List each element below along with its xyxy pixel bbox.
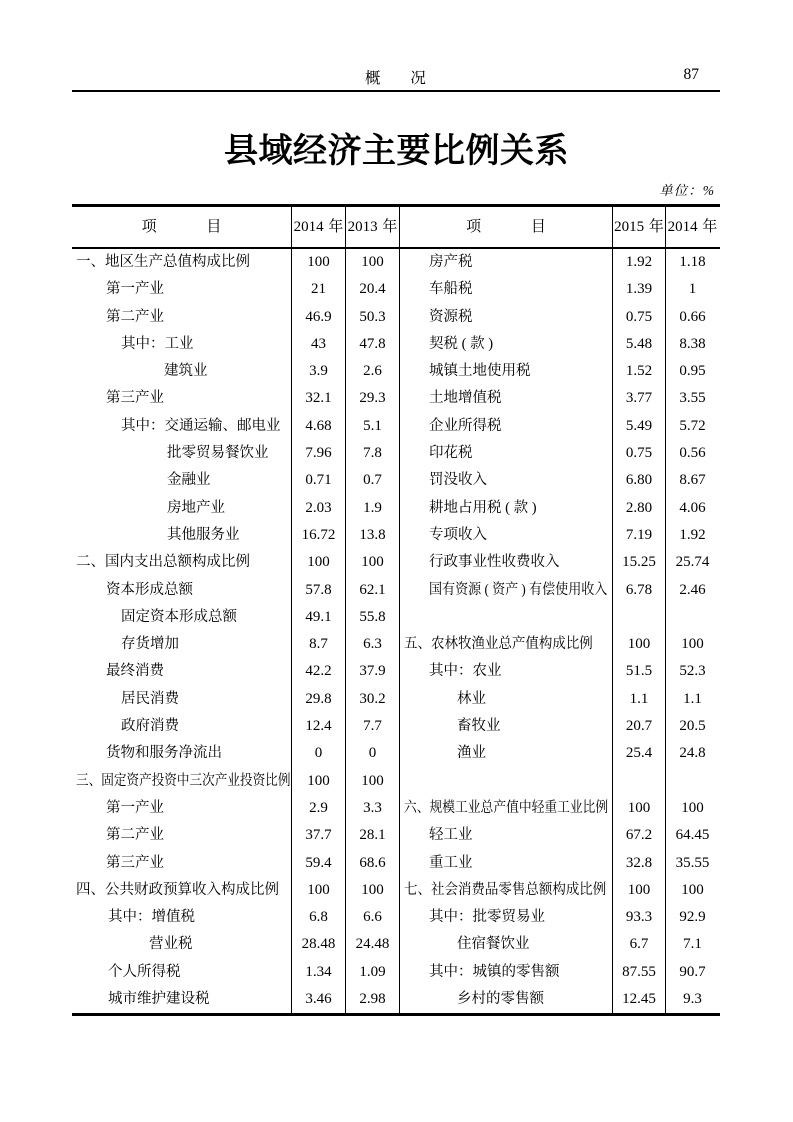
left-item-label: 房地产业 bbox=[167, 499, 225, 516]
right-item-cell bbox=[400, 877, 613, 904]
table-row bbox=[72, 304, 720, 331]
left-item-label: 二、国内支出总额构成比例 bbox=[76, 554, 250, 571]
left-item-cell bbox=[72, 604, 292, 631]
right-item-cell bbox=[400, 959, 613, 986]
left-item-cell bbox=[72, 549, 292, 576]
left-item-cell bbox=[72, 522, 292, 549]
left-item-cell bbox=[72, 904, 292, 931]
right-item-cell bbox=[400, 713, 613, 740]
left-value-2013: 24.48 bbox=[346, 931, 400, 958]
right-item-cell bbox=[400, 604, 613, 631]
right-value-2015: 1.52 bbox=[613, 358, 666, 385]
right-value-2015: 7.19 bbox=[613, 522, 666, 549]
right-value-2014: 24.8 bbox=[679, 745, 706, 762]
left-item-label: 第一产业 bbox=[106, 799, 164, 816]
left-value-2014: 42.2 bbox=[292, 658, 346, 685]
left-value-2014: 29.8 bbox=[292, 686, 346, 713]
proportions-table bbox=[72, 204, 720, 1016]
header-year-2013-left: 2013 年 bbox=[346, 207, 400, 247]
right-value-2015: 3.77 bbox=[613, 385, 666, 412]
left-value-2014: 43 bbox=[292, 331, 346, 358]
left-value-2014: 100 bbox=[292, 249, 346, 276]
left-value-2014: 100 bbox=[292, 877, 346, 904]
left-item-label: 批零贸易餐饮业 bbox=[167, 445, 269, 462]
left-value-2014: 6.8 bbox=[292, 904, 346, 931]
left-value-2014: 1.34 bbox=[292, 959, 346, 986]
right-value-2015: 25.4 bbox=[613, 740, 666, 767]
right-item-cell bbox=[400, 304, 613, 331]
right-value-2014: 1.18 bbox=[679, 254, 706, 270]
left-item-label: 第三产业 bbox=[106, 854, 164, 871]
left-value-2014: 57.8 bbox=[292, 577, 346, 604]
left-value-2013: 29.3 bbox=[346, 385, 400, 412]
table-row bbox=[72, 604, 720, 631]
right-item-label: 行政事业性收费收入 bbox=[429, 554, 560, 571]
right-item-label: 乡村的零售额 bbox=[457, 991, 544, 1008]
right-value-2014: 1.1 bbox=[683, 690, 702, 707]
right-item-cell bbox=[400, 822, 613, 849]
right-value-2015: 100 bbox=[613, 631, 666, 658]
left-value-2013: 6.6 bbox=[346, 904, 400, 931]
right-item-label: 其中：批零贸易业 bbox=[429, 909, 545, 926]
left-item-label: 营业税 bbox=[149, 936, 193, 953]
left-value-2013: 100 bbox=[346, 768, 400, 795]
left-value-2014: 28.48 bbox=[292, 931, 346, 958]
left-value-2013: 1.9 bbox=[346, 495, 400, 522]
right-value-2015: 0.75 bbox=[613, 304, 666, 331]
left-item-label: 金融业 bbox=[167, 472, 211, 489]
left-value-2014: 7.96 bbox=[292, 440, 346, 467]
right-value-2014: 0.95 bbox=[679, 363, 706, 380]
table-row bbox=[72, 331, 720, 358]
table-row bbox=[72, 658, 720, 685]
left-value-2014: 0 bbox=[292, 740, 346, 767]
left-item-cell bbox=[72, 495, 292, 522]
table-header-row bbox=[72, 207, 720, 249]
table-row bbox=[72, 931, 720, 958]
right-item-label: 国有资源 ( 资产 ) 有偿使用收入 bbox=[429, 581, 608, 598]
right-value-2014: 1 bbox=[688, 281, 697, 298]
right-value-2015: 6.80 bbox=[613, 467, 666, 494]
left-item-label: 政府消费 bbox=[121, 718, 179, 735]
header-year-2014-left: 2014 年 bbox=[292, 207, 346, 247]
right-value-2015: 5.49 bbox=[613, 413, 666, 440]
left-value-2014: 2.03 bbox=[292, 495, 346, 522]
left-item-label: 一、地区生产总值构成比例 bbox=[76, 254, 250, 270]
right-item-label: 轻工业 bbox=[429, 827, 473, 844]
right-value-2014 bbox=[666, 768, 719, 795]
left-item-label: 其中：交通运输、邮电业 bbox=[121, 417, 281, 434]
right-item-label: 城镇土地使用税 bbox=[429, 363, 531, 380]
table-row bbox=[72, 740, 720, 767]
right-item-label: 契税 ( 款 ) bbox=[429, 335, 494, 352]
right-item-cell bbox=[400, 522, 613, 549]
left-item-cell bbox=[72, 249, 292, 276]
left-item-label: 第二产业 bbox=[106, 827, 164, 844]
left-value-2014: 37.7 bbox=[292, 822, 346, 849]
table-row bbox=[72, 413, 720, 440]
table-row bbox=[72, 522, 720, 549]
right-value-2015: 100 bbox=[613, 877, 666, 904]
left-item-cell bbox=[72, 713, 292, 740]
right-value-2014: 100 bbox=[681, 881, 704, 898]
left-item-cell bbox=[72, 413, 292, 440]
left-value-2013: 100 bbox=[346, 549, 400, 576]
left-item-cell bbox=[72, 358, 292, 385]
right-item-label: 重工业 bbox=[429, 854, 473, 871]
left-item-cell bbox=[72, 304, 292, 331]
right-value-2014: 35.55 bbox=[675, 854, 710, 871]
left-value-2013: 68.6 bbox=[346, 850, 400, 877]
right-item-cell bbox=[400, 358, 613, 385]
left-item-label: 资本形成总额 bbox=[106, 581, 193, 598]
left-value-2013: 0.7 bbox=[346, 467, 400, 494]
left-item-label: 个人所得税 bbox=[108, 963, 181, 980]
right-value-2015 bbox=[613, 604, 666, 631]
left-value-2013: 3.3 bbox=[346, 795, 400, 822]
right-value-2014: 0.66 bbox=[679, 308, 706, 325]
right-item-label: 专项收入 bbox=[429, 526, 487, 543]
left-value-2013: 2.6 bbox=[346, 358, 400, 385]
right-value-2015: 93.3 bbox=[613, 904, 666, 931]
right-item-label: 住宿餐饮业 bbox=[457, 936, 530, 953]
page-title: 县域经济主要比例关系 bbox=[224, 133, 569, 170]
right-value-2014: 1.92 bbox=[679, 526, 706, 543]
table-row bbox=[72, 904, 720, 931]
table-row bbox=[72, 713, 720, 740]
left-item-cell bbox=[72, 877, 292, 904]
right-item-cell bbox=[400, 768, 613, 795]
left-item-cell bbox=[72, 658, 292, 685]
right-value-2015: 6.78 bbox=[613, 577, 666, 604]
header-item-left: 项 目 bbox=[72, 207, 292, 247]
right-value-2014: 100 bbox=[681, 636, 704, 653]
right-value-2015: 100 bbox=[613, 795, 666, 822]
table-body bbox=[72, 249, 720, 1013]
right-item-cell bbox=[400, 850, 613, 877]
left-value-2014: 0.71 bbox=[292, 467, 346, 494]
right-item-cell bbox=[400, 577, 613, 604]
header-rule bbox=[72, 90, 720, 92]
right-item-label: 耕地占用税 ( 款 ) bbox=[429, 499, 537, 516]
left-item-label: 最终消费 bbox=[106, 663, 164, 680]
left-value-2013: 6.3 bbox=[346, 631, 400, 658]
table-row bbox=[72, 795, 720, 822]
right-item-cell bbox=[400, 413, 613, 440]
right-item-label: 畜牧业 bbox=[457, 718, 501, 735]
right-value-2015: 87.55 bbox=[613, 959, 666, 986]
table-row bbox=[72, 986, 720, 1013]
table-row bbox=[72, 686, 720, 713]
left-value-2013: 55.8 bbox=[346, 604, 400, 631]
right-item-cell bbox=[400, 686, 613, 713]
right-value-2014: 100 bbox=[681, 799, 704, 816]
right-value-2015: 2.80 bbox=[613, 495, 666, 522]
unit-note: 单位：% bbox=[659, 183, 715, 198]
left-value-2013: 28.1 bbox=[346, 822, 400, 849]
right-item-cell bbox=[400, 276, 613, 303]
left-item-cell bbox=[72, 850, 292, 877]
left-item-cell bbox=[72, 931, 292, 958]
left-value-2014: 100 bbox=[292, 549, 346, 576]
left-item-cell bbox=[72, 822, 292, 849]
right-item-label: 土地增值税 bbox=[429, 390, 502, 407]
right-value-2014: 20.5 bbox=[679, 718, 706, 735]
left-item-cell bbox=[72, 276, 292, 303]
right-item-cell bbox=[400, 549, 613, 576]
left-item-label: 固定资本形成总额 bbox=[121, 608, 237, 625]
right-item-label: 企业所得税 bbox=[429, 417, 502, 434]
right-value-2015: 5.48 bbox=[613, 331, 666, 358]
left-value-2013: 2.98 bbox=[346, 986, 400, 1013]
header-item-right: 项 目 bbox=[400, 207, 613, 247]
left-value-2014: 12.4 bbox=[292, 713, 346, 740]
right-value-2014: 8.38 bbox=[679, 335, 706, 352]
table-row bbox=[72, 631, 720, 658]
table-row bbox=[72, 385, 720, 412]
right-value-2014: 3.55 bbox=[679, 390, 706, 407]
table-row bbox=[72, 577, 720, 604]
left-value-2013: 13.8 bbox=[346, 522, 400, 549]
left-value-2014: 49.1 bbox=[292, 604, 346, 631]
left-value-2013: 100 bbox=[346, 877, 400, 904]
left-item-cell bbox=[72, 795, 292, 822]
left-value-2014: 3.46 bbox=[292, 986, 346, 1013]
table-row bbox=[72, 877, 720, 904]
right-value-2015: 20.7 bbox=[613, 713, 666, 740]
table-row bbox=[72, 549, 720, 576]
left-value-2013: 7.7 bbox=[346, 713, 400, 740]
left-item-label: 存货增加 bbox=[121, 636, 179, 653]
left-item-cell bbox=[72, 740, 292, 767]
right-value-2014: 2.46 bbox=[679, 581, 706, 598]
left-value-2013: 62.1 bbox=[346, 577, 400, 604]
right-item-cell bbox=[400, 795, 613, 822]
table-row bbox=[72, 495, 720, 522]
right-value-2014: 90.7 bbox=[679, 963, 706, 980]
right-item-cell bbox=[400, 467, 613, 494]
right-item-label: 六、规模工业总产值中轻重工业比例 bbox=[404, 799, 609, 816]
right-value-2014: 7.1 bbox=[683, 936, 702, 953]
right-value-2014: 8.67 bbox=[679, 472, 706, 489]
left-item-label: 居民消费 bbox=[121, 690, 179, 707]
right-item-label: 七、社会消费品零售总额构成比例 bbox=[404, 881, 607, 898]
right-value-2015: 0.75 bbox=[613, 440, 666, 467]
right-item-cell bbox=[400, 331, 613, 358]
right-item-cell bbox=[400, 249, 613, 276]
right-value-2015: 32.8 bbox=[613, 850, 666, 877]
page-number: 87 bbox=[683, 66, 699, 83]
right-item-cell bbox=[400, 385, 613, 412]
right-item-label: 房产税 bbox=[429, 254, 473, 270]
left-value-2013: 20.4 bbox=[346, 276, 400, 303]
right-item-label: 罚没收入 bbox=[429, 472, 487, 489]
left-item-cell bbox=[72, 467, 292, 494]
right-value-2014: 9.3 bbox=[683, 991, 702, 1008]
right-item-cell bbox=[400, 740, 613, 767]
table-row bbox=[72, 249, 720, 276]
left-value-2013: 7.8 bbox=[346, 440, 400, 467]
left-item-cell bbox=[72, 331, 292, 358]
left-value-2014: 32.1 bbox=[292, 385, 346, 412]
right-item-cell bbox=[400, 931, 613, 958]
header-year-2015-right: 2015 年 bbox=[613, 207, 666, 247]
left-value-2013: 100 bbox=[346, 249, 400, 276]
left-value-2014: 59.4 bbox=[292, 850, 346, 877]
left-value-2013: 50.3 bbox=[346, 304, 400, 331]
left-value-2013: 37.9 bbox=[346, 658, 400, 685]
left-value-2014: 21 bbox=[292, 276, 346, 303]
table-row bbox=[72, 358, 720, 385]
left-item-label: 第一产业 bbox=[106, 281, 164, 298]
right-item-cell bbox=[400, 986, 613, 1013]
right-item-label: 渔业 bbox=[457, 745, 486, 762]
left-item-cell bbox=[72, 686, 292, 713]
left-item-cell bbox=[72, 440, 292, 467]
left-value-2014: 46.9 bbox=[292, 304, 346, 331]
left-item-label: 三、固定资产投资中三次产业投资比例 bbox=[76, 772, 291, 789]
right-value-2014 bbox=[666, 604, 719, 631]
right-value-2014: 4.06 bbox=[679, 499, 706, 516]
left-item-label: 第二产业 bbox=[106, 308, 164, 325]
right-value-2014: 0.56 bbox=[679, 445, 706, 462]
table-row bbox=[72, 822, 720, 849]
left-item-label: 城市维护建设税 bbox=[108, 991, 210, 1008]
left-value-2014: 8.7 bbox=[292, 631, 346, 658]
right-item-label: 其中：农业 bbox=[429, 663, 502, 680]
right-item-cell bbox=[400, 658, 613, 685]
left-value-2013: 0 bbox=[346, 740, 400, 767]
running-head-section-title: 概 况 bbox=[365, 70, 427, 87]
right-item-cell bbox=[400, 631, 613, 658]
right-value-2015: 51.5 bbox=[613, 658, 666, 685]
right-item-label: 其中：城镇的零售额 bbox=[429, 963, 560, 980]
right-value-2015: 67.2 bbox=[613, 822, 666, 849]
right-item-label: 车船税 bbox=[429, 281, 473, 298]
left-value-2014: 2.9 bbox=[292, 795, 346, 822]
left-item-label: 其中：增值税 bbox=[108, 909, 195, 926]
right-item-label: 林业 bbox=[457, 690, 486, 707]
right-item-cell bbox=[400, 440, 613, 467]
left-item-label: 其中：工业 bbox=[121, 335, 194, 352]
table-row bbox=[72, 467, 720, 494]
right-item-cell bbox=[400, 904, 613, 931]
right-value-2014: 64.45 bbox=[675, 827, 710, 844]
right-item-label: 资源税 bbox=[429, 308, 473, 325]
left-item-label: 其他服务业 bbox=[167, 526, 240, 543]
table-row bbox=[72, 768, 720, 795]
right-value-2014: 5.72 bbox=[679, 417, 706, 434]
right-value-2015: 1.39 bbox=[613, 276, 666, 303]
left-item-label: 第三产业 bbox=[106, 390, 164, 407]
left-value-2014: 100 bbox=[292, 768, 346, 795]
right-value-2015: 15.25 bbox=[613, 549, 666, 576]
left-value-2014: 4.68 bbox=[292, 413, 346, 440]
left-item-label: 四、公共财政预算收入构成比例 bbox=[76, 881, 279, 898]
left-item-cell bbox=[72, 631, 292, 658]
left-item-label: 货物和服务净流出 bbox=[106, 745, 222, 762]
right-value-2014: 25.74 bbox=[675, 554, 710, 571]
right-value-2015 bbox=[613, 768, 666, 795]
left-value-2013: 47.8 bbox=[346, 331, 400, 358]
right-value-2014: 92.9 bbox=[679, 909, 706, 926]
left-item-cell bbox=[72, 577, 292, 604]
right-item-label: 印花税 bbox=[429, 445, 473, 462]
left-value-2013: 30.2 bbox=[346, 686, 400, 713]
right-value-2015: 1.1 bbox=[613, 686, 666, 713]
left-item-cell bbox=[72, 385, 292, 412]
table-row bbox=[72, 850, 720, 877]
right-value-2015: 12.45 bbox=[613, 986, 666, 1013]
left-value-2014: 3.9 bbox=[292, 358, 346, 385]
left-value-2013: 1.09 bbox=[346, 959, 400, 986]
right-item-cell bbox=[400, 495, 613, 522]
table-row bbox=[72, 959, 720, 986]
left-item-cell bbox=[72, 768, 292, 795]
table-row bbox=[72, 440, 720, 467]
header-year-2014-right: 2014 年 bbox=[667, 219, 718, 235]
left-value-2014: 16.72 bbox=[292, 522, 346, 549]
left-item-cell bbox=[72, 986, 292, 1013]
right-value-2014: 52.3 bbox=[679, 663, 706, 680]
left-value-2013: 5.1 bbox=[346, 413, 400, 440]
table-row bbox=[72, 276, 720, 303]
left-item-label: 建筑业 bbox=[164, 363, 208, 380]
right-item-label: 五、农林牧渔业总产值构成比例 bbox=[404, 636, 593, 653]
left-item-cell bbox=[72, 959, 292, 986]
right-value-2015: 1.92 bbox=[613, 249, 666, 276]
right-value-2015: 6.7 bbox=[613, 931, 666, 958]
